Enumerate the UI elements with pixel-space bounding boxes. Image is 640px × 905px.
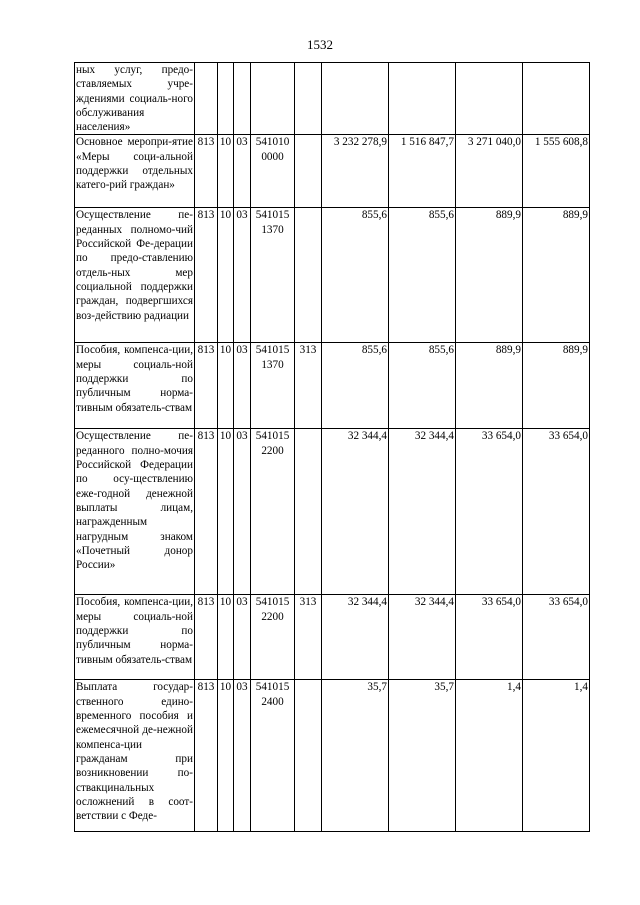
- target-article-code-part1: 541015: [255, 344, 290, 357]
- section-code: 10: [218, 208, 234, 343]
- expense-type-code: [295, 680, 322, 832]
- amount-col-3: 1,4: [456, 680, 523, 832]
- section-code: 10: [218, 680, 234, 832]
- target-article-code-part2: 0000: [261, 150, 284, 163]
- amount-col-2: 855,6: [389, 343, 456, 429]
- subsection-code: [234, 63, 251, 135]
- table-row: [75, 595, 590, 680]
- ministry-code: 813: [195, 208, 218, 343]
- amount-col-2: 1 516 847,7: [389, 135, 456, 208]
- row-name: Пособия, компенса-ции, меры социаль-ной поддержки по публичным норма-тивным обязатель-ствам: [75, 343, 195, 429]
- row-name: Пособия, компенса-ции, меры социаль-ной поддержки по публичным норма-тивным обязатель-ствам: [75, 595, 195, 680]
- row-name: Осуществление пе-реданных полномо-чий Российской Фе-дерации по предо-ставлению отдель-ных мер социальной поддержки граждан, подвергшихся воз-действию радиации: [75, 208, 195, 343]
- expense-type-code: [295, 208, 322, 343]
- table-row: [75, 135, 590, 208]
- amount-col-4: 889,9: [523, 208, 590, 343]
- target-article-code-part2: 2200: [261, 610, 284, 623]
- amount-col-2: 32 344,4: [389, 429, 456, 595]
- expense-type-code: [295, 135, 322, 208]
- target-article-code-part1: 541015: [255, 681, 290, 694]
- ministry-code: 813: [195, 343, 218, 429]
- section-code: 10: [218, 595, 234, 680]
- amount-col-4: 1,4: [523, 680, 590, 832]
- amount-col-4: [523, 63, 590, 135]
- subsection-code: 03: [234, 429, 251, 595]
- amount-col-1: 855,6: [322, 343, 389, 429]
- target-article-code: [251, 595, 295, 680]
- amount-col-3: 33 654,0: [456, 429, 523, 595]
- target-article-code-part1: 541010: [255, 136, 290, 149]
- target-article-code-part1: 541015: [255, 209, 290, 222]
- amount-col-2: 32 344,4: [389, 595, 456, 680]
- ministry-code: 813: [195, 595, 218, 680]
- row-name: Выплата государ-ственного едино-временного пособия и ежемесячной де-нежной компенса-ции гражданам при возникновении по-ствакцинальных осложнений в соот-ветствии с Феде-: [75, 680, 195, 832]
- amount-col-1: 35,7: [322, 680, 389, 832]
- section-code: [218, 63, 234, 135]
- target-article-code: [251, 135, 295, 208]
- expense-type-code: 313: [295, 595, 322, 680]
- section-code: 10: [218, 429, 234, 595]
- table-row: [75, 680, 590, 832]
- target-article-code: [251, 208, 295, 343]
- row-name: ных услуг, предо-ставляемых учре-ждениями социаль-ного обслуживания населения»: [76, 64, 193, 134]
- expense-type-code: 313: [295, 343, 322, 429]
- amount-col-1: 32 344,4: [322, 595, 389, 680]
- expense-type-code: [295, 429, 322, 595]
- amount-col-4: 33 654,0: [523, 429, 590, 595]
- amount-col-3: 33 654,0: [456, 595, 523, 680]
- amount-col-2: [389, 63, 456, 135]
- target-article-code-part2: 2200: [261, 444, 284, 457]
- subsection-code: 03: [234, 135, 251, 208]
- target-article-code: [251, 343, 295, 429]
- amount-col-4: 1 555 608,8: [523, 135, 590, 208]
- table-row: [75, 63, 590, 135]
- budget-table: [74, 62, 590, 832]
- target-article-code-part1: 541015: [255, 596, 290, 609]
- ministry-code: 813: [195, 135, 218, 208]
- target-article-code-part2: 2400: [261, 695, 284, 708]
- amount-col-4: 889,9: [523, 343, 590, 429]
- section-code: 10: [218, 135, 234, 208]
- target-article-code-part1: 541015: [255, 430, 290, 443]
- section-code: 10: [218, 343, 234, 429]
- amount-col-4: 33 654,0: [523, 595, 590, 680]
- expense-type-code: [295, 63, 322, 135]
- table-row: [75, 208, 590, 343]
- target-article-code: [251, 63, 295, 135]
- amount-col-2: 35,7: [389, 680, 456, 832]
- amount-col-1: 3 232 278,9: [322, 135, 389, 208]
- amount-col-1: 32 344,4: [322, 429, 389, 595]
- amount-col-2: 855,6: [389, 208, 456, 343]
- amount-col-1: [322, 63, 389, 135]
- row-name: Осуществление пе-реданного полно-мочия Российской Федерации по осу-ществлению еже-годной денежной выплаты лицам, награжденным нагрудным знаком «Почетный донор России»: [75, 429, 195, 595]
- amount-col-3: 889,9: [456, 208, 523, 343]
- amount-col-1: 855,6: [322, 208, 389, 343]
- subsection-code: 03: [234, 208, 251, 343]
- ministry-code: 813: [195, 429, 218, 595]
- table-row: [75, 429, 590, 595]
- target-article-code: [251, 429, 295, 595]
- ministry-code: 813: [195, 680, 218, 832]
- page-number: 1532: [307, 37, 333, 52]
- target-article-code: [251, 680, 295, 832]
- amount-col-3: [456, 63, 523, 135]
- subsection-code: 03: [234, 595, 251, 680]
- target-article-code-part2: 1370: [261, 223, 284, 236]
- target-article-code-part2: 1370: [261, 358, 284, 371]
- subsection-code: 03: [234, 343, 251, 429]
- amount-col-3: 889,9: [456, 343, 523, 429]
- amount-col-3: 3 271 040,0: [456, 135, 523, 208]
- ministry-code: [195, 63, 218, 135]
- table-row: [75, 343, 590, 429]
- subsection-code: 03: [234, 680, 251, 832]
- row-name: Основное меропри-ятие «Меры соци-альной поддержки отдельных катего-рий граждан»: [75, 135, 195, 208]
